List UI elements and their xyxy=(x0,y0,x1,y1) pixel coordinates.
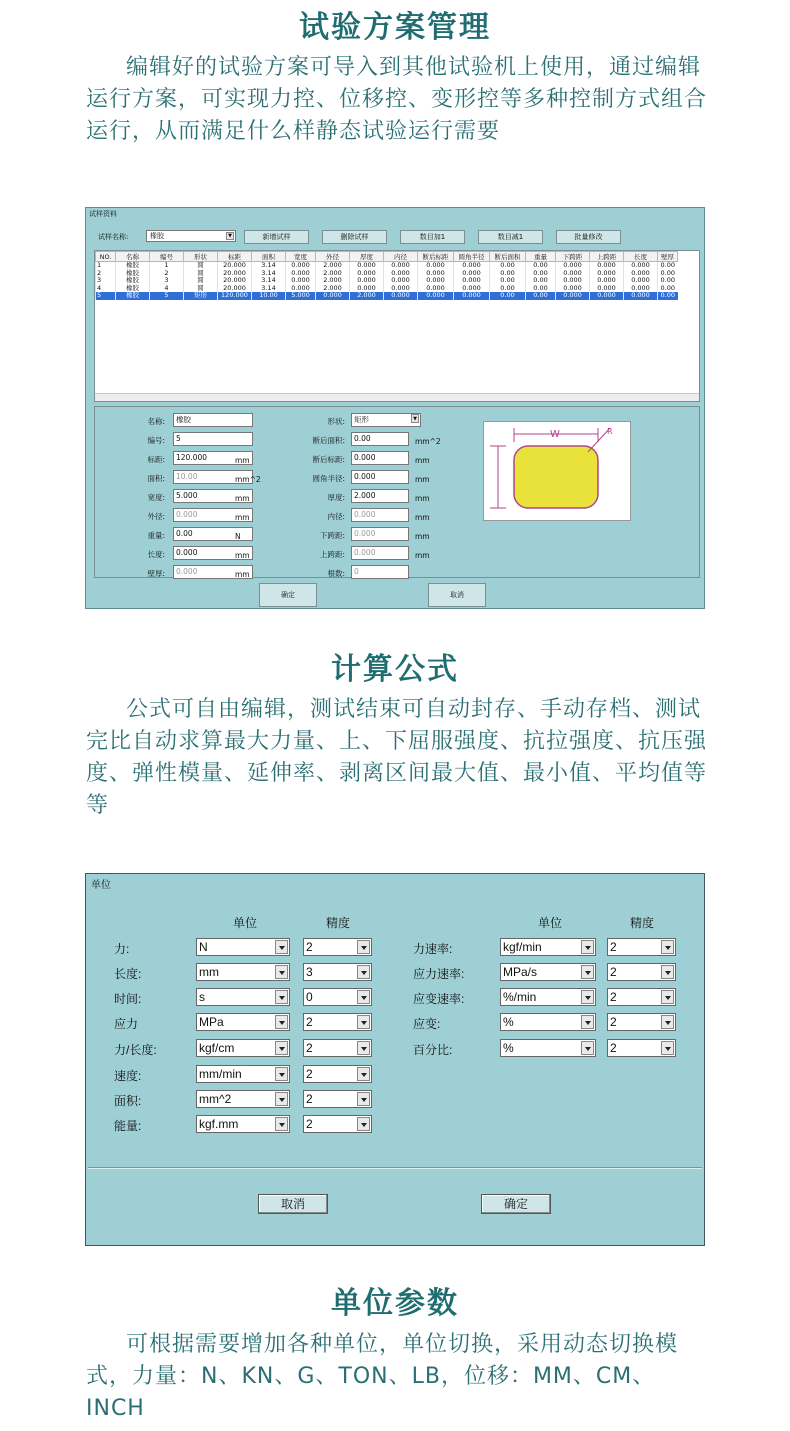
unit-value: mm/min xyxy=(199,1067,242,1081)
batch-edit-button[interactable]: 批量修改 xyxy=(556,230,621,244)
table-cell: 0.000 xyxy=(556,262,590,270)
field-label: 名称: xyxy=(147,417,165,426)
precision-value: 2 xyxy=(306,1041,313,1055)
unit-select[interactable] xyxy=(196,1065,290,1083)
field-label: 面积: xyxy=(147,474,165,483)
field-unit: mm xyxy=(235,456,250,465)
table-cell: 0.00 xyxy=(526,292,556,300)
specimen-table[interactable] xyxy=(94,250,700,402)
field-label: 宽度: xyxy=(147,493,165,502)
field-input: 0.000 xyxy=(351,546,409,560)
table-cell: 橡胶 xyxy=(116,277,150,285)
table-cell: 0.000 xyxy=(384,262,418,270)
specimen-window xyxy=(85,207,705,609)
table-cell: 0.000 xyxy=(418,277,454,285)
table-cell: 0.000 xyxy=(556,277,590,285)
unit-label: 力/长度: xyxy=(114,1043,157,1057)
table-cell: 0.000 xyxy=(384,292,418,300)
table-cell: 3.14 xyxy=(252,262,286,270)
width-label: W xyxy=(550,429,560,440)
column-header[interactable]: 名称 xyxy=(116,252,150,262)
unit-value: kgf/min xyxy=(503,940,542,954)
precision-select[interactable] xyxy=(607,988,676,1006)
field-label: 外径: xyxy=(147,512,165,521)
table-cell: 0.000 xyxy=(624,270,658,278)
unit-select[interactable] xyxy=(196,1090,290,1108)
chevron-down-icon[interactable] xyxy=(275,1092,288,1106)
chevron-down-icon[interactable] xyxy=(275,1067,288,1081)
table-cell: 0.000 xyxy=(454,262,490,270)
precision-select[interactable] xyxy=(607,963,676,981)
field-input: 0.000 xyxy=(351,508,409,522)
unit-value: mm xyxy=(199,965,219,979)
field-input[interactable]: 0.000 xyxy=(351,470,409,484)
column-header[interactable]: 标距 xyxy=(218,252,252,262)
table-cell: 0.000 xyxy=(384,270,418,278)
table-cell: 0.000 xyxy=(384,277,418,285)
specimen-form xyxy=(94,406,700,578)
column-header[interactable]: 内径 xyxy=(384,252,418,262)
chevron-down-icon[interactable] xyxy=(275,1041,288,1055)
field-label: 厚度: xyxy=(327,493,345,502)
chevron-down-icon[interactable] xyxy=(275,1117,288,1131)
shape-select[interactable]: 矩形 xyxy=(351,413,421,427)
section-title-units: 单位参数 xyxy=(331,1286,459,1321)
precision-select[interactable] xyxy=(303,988,372,1006)
field-input: 10.00 xyxy=(173,470,253,484)
unit-window-title: 单位 xyxy=(86,874,704,898)
table-cell: 0.000 xyxy=(590,262,624,270)
table-cell: 0.000 xyxy=(556,285,590,293)
unit-value: s xyxy=(199,990,205,1004)
table-cell: 圆 xyxy=(184,262,218,270)
table-cell: 0.000 xyxy=(454,292,490,300)
chevron-down-icon[interactable] xyxy=(275,965,288,979)
table-row[interactable] xyxy=(96,262,678,270)
table-cell: 0.000 xyxy=(556,270,590,278)
table-cell: 5 xyxy=(96,292,116,300)
unit-select[interactable] xyxy=(196,963,290,981)
unit-value: %/min xyxy=(503,990,537,1004)
precision-value: 2 xyxy=(610,965,617,979)
field-label: 形状: xyxy=(327,417,345,426)
unit-window xyxy=(85,873,705,1246)
unit-select[interactable] xyxy=(500,1039,596,1057)
chevron-down-icon[interactable] xyxy=(661,1015,674,1029)
field-label: 下跨距: xyxy=(319,531,345,540)
field-unit: mm xyxy=(415,532,430,541)
table-cell: 5 xyxy=(150,292,184,300)
specimen-window-title: 试样资料 xyxy=(86,208,704,220)
precision-select[interactable] xyxy=(303,1065,372,1083)
section-body-plan: 编辑好的试验方案可导入到其他试验机上使用，通过编辑运行方案，可实现力控、位移控、变形控等多种控制方式组合运行，从而满足什么样静态试验运行需要 xyxy=(86,55,708,144)
unit-select[interactable] xyxy=(196,1115,290,1133)
unit-select[interactable] xyxy=(500,963,596,981)
table-row[interactable] xyxy=(96,285,678,293)
field-input[interactable]: 120.000 xyxy=(173,451,253,465)
specimen-toolbar xyxy=(94,230,696,244)
cancel-button[interactable]: 取消 xyxy=(258,1194,328,1214)
table-cell: 0.00 xyxy=(658,285,678,293)
field-input[interactable]: 2.000 xyxy=(351,489,409,503)
field-input: 0.000 xyxy=(173,508,253,522)
table-cell: 20.000 xyxy=(218,270,252,278)
field-unit: mm xyxy=(235,513,250,522)
count-minus-button[interactable]: 数目减1 xyxy=(478,230,543,244)
table-cell: 0.000 xyxy=(590,277,624,285)
unit-label: 应力速率: xyxy=(413,967,465,981)
unit-value: MPa xyxy=(199,1015,224,1029)
section-body-formula: 公式可自由编辑，测试结束可自动封存、手动存档、测试完比自动求算最大力量、上、下屈服强度、抗拉强度、抗压强度、弹性模量、延伸率、剥离区间最大值、最小值、平均值等等 xyxy=(86,697,708,818)
field-unit: mm^2 xyxy=(415,437,441,446)
field-label: 标距: xyxy=(147,455,165,464)
field-unit: mm xyxy=(415,551,430,560)
column-header[interactable]: 下跨距 xyxy=(556,252,590,262)
precision-value: 2 xyxy=(610,1041,617,1055)
table-cell: 0.00 xyxy=(490,262,526,270)
table-cell: 0.000 xyxy=(316,292,350,300)
precision-value: 2 xyxy=(610,990,617,1004)
chevron-down-icon[interactable] xyxy=(581,990,594,1004)
table-cell: 0.00 xyxy=(526,277,556,285)
chevron-down-icon[interactable] xyxy=(357,940,370,954)
column-header[interactable]: 厚度 xyxy=(350,252,384,262)
field-label: 内径: xyxy=(327,512,345,521)
table-cell: 10.00 xyxy=(252,292,286,300)
table-cell: 0.00 xyxy=(658,262,678,270)
table-cell: 0.000 xyxy=(418,292,454,300)
table-cell: 0.000 xyxy=(454,285,490,293)
divider xyxy=(88,1167,702,1169)
table-cell: 0.000 xyxy=(624,262,658,270)
table-cell: 0.000 xyxy=(384,285,418,293)
delete-specimen-button[interactable]: 删除试样 xyxy=(322,230,387,244)
column-header[interactable]: 编号 xyxy=(150,252,184,262)
unit-value: N xyxy=(199,940,208,954)
table-cell: 圆 xyxy=(184,277,218,285)
table-cell: 圆 xyxy=(184,270,218,278)
table-cell: 3.14 xyxy=(252,277,286,285)
field-input[interactable]: 0.00 xyxy=(173,527,253,541)
chevron-down-icon[interactable]: ▼ xyxy=(411,414,419,423)
precision-select[interactable] xyxy=(607,1013,676,1031)
precision-value: 2 xyxy=(610,940,617,954)
chevron-down-icon[interactable] xyxy=(357,1015,370,1029)
table-cell: 0.000 xyxy=(350,270,384,278)
unit-value: kgf/cm xyxy=(199,1041,235,1055)
column-header[interactable]: 壁厚 xyxy=(658,252,678,262)
table-cell: 4 xyxy=(150,285,184,293)
field-label: 长度: xyxy=(147,550,165,559)
field-unit: mm xyxy=(415,513,430,522)
unit-value: % xyxy=(503,1041,514,1055)
field-input[interactable]: 橡胶 xyxy=(173,413,253,427)
field-label: 断后标距: xyxy=(312,455,345,464)
section-title-plan: 试验方案管理 xyxy=(299,10,491,45)
table-cell: 橡胶 xyxy=(116,262,150,270)
table-cell: 0.000 xyxy=(350,277,384,285)
table-cell: 0.00 xyxy=(526,285,556,293)
table-cell: 120.000 xyxy=(218,292,252,300)
unit-select[interactable] xyxy=(500,988,596,1006)
specimen-name-label: 试样名称: xyxy=(98,233,129,241)
unit-select[interactable] xyxy=(196,988,290,1006)
table-cell: 0.000 xyxy=(624,285,658,293)
table-cell: 橡胶 xyxy=(116,270,150,278)
chevron-down-icon[interactable] xyxy=(581,940,594,954)
specimen-shape-diagram xyxy=(483,421,631,521)
unit-label: 面积: xyxy=(114,1094,142,1108)
table-cell: 0.000 xyxy=(590,285,624,293)
precision-select[interactable] xyxy=(303,1039,372,1057)
field-unit: N xyxy=(235,532,241,541)
chevron-down-icon[interactable] xyxy=(275,990,288,1004)
precision-select[interactable] xyxy=(607,1039,676,1057)
precision-value: 2 xyxy=(306,1117,313,1131)
table-cell: 0.000 xyxy=(556,292,590,300)
column-header[interactable]: 长度 xyxy=(624,252,658,262)
chevron-down-icon[interactable] xyxy=(357,1067,370,1081)
table-cell: 2 xyxy=(96,270,116,278)
precision-select[interactable] xyxy=(303,1013,372,1031)
column-header[interactable]: 重量 xyxy=(526,252,556,262)
precision-value: 3 xyxy=(306,965,313,979)
unit-value: mm^2 xyxy=(199,1092,232,1106)
precision-value: 0 xyxy=(306,990,313,1004)
unit-value: MPa/s xyxy=(503,965,538,979)
table-cell: 0.000 xyxy=(454,277,490,285)
table-cell: 0.000 xyxy=(590,292,624,300)
table-cell: 5.000 xyxy=(286,292,316,300)
column-header[interactable]: 上跨距 xyxy=(590,252,624,262)
table-cell: 0.00 xyxy=(658,270,678,278)
table-cell: 橡胶 xyxy=(116,285,150,293)
field-unit: mm xyxy=(415,456,430,465)
unit-label: 应力 xyxy=(114,1017,139,1031)
table-cell: 0.00 xyxy=(658,277,678,285)
chevron-down-icon[interactable] xyxy=(661,990,674,1004)
unit-value: kgf.mm xyxy=(199,1117,239,1131)
field-input[interactable]: 0.000 xyxy=(351,451,409,465)
precision-value: 2 xyxy=(306,1067,313,1081)
table-cell: 0.00 xyxy=(658,292,678,300)
table-cell: 3 xyxy=(150,277,184,285)
table-cell: 0.000 xyxy=(454,270,490,278)
unit-label: 力: xyxy=(114,942,130,956)
chevron-down-icon[interactable] xyxy=(357,1041,370,1055)
table-cell: 0.00 xyxy=(526,270,556,278)
chevron-down-icon[interactable] xyxy=(275,1015,288,1029)
precision-select[interactable] xyxy=(303,938,372,956)
precision-select[interactable] xyxy=(303,1115,372,1133)
field-label: 上跨距: xyxy=(319,550,345,559)
table-cell: 3.14 xyxy=(252,285,286,293)
precision-value: 2 xyxy=(306,1092,313,1106)
table-cell: 2.000 xyxy=(316,277,350,285)
field-input[interactable]: 0.000 xyxy=(173,546,253,560)
table-cell: 0.000 xyxy=(590,270,624,278)
field-unit: mm xyxy=(415,475,430,484)
table-cell: 圆 xyxy=(184,285,218,293)
table-cell: 0.00 xyxy=(490,270,526,278)
table-cell: 橡胶 xyxy=(116,292,150,300)
unit-label: 百分比: xyxy=(413,1043,453,1057)
table-cell: 0.000 xyxy=(418,285,454,293)
table-cell: 0.000 xyxy=(418,262,454,270)
chevron-down-icon[interactable] xyxy=(661,940,674,954)
add-specimen-button[interactable]: 新增试样 xyxy=(244,230,309,244)
precision-select[interactable] xyxy=(607,938,676,956)
count-plus-button[interactable]: 数目加1 xyxy=(400,230,465,244)
unit-label: 力速率: xyxy=(413,942,453,956)
table-cell: 2.000 xyxy=(316,270,350,278)
table-cell: 0.000 xyxy=(286,262,316,270)
unit-column-header-left: 单位 xyxy=(233,916,258,930)
table-cell: 4 xyxy=(96,285,116,293)
field-label: 圆角半径: xyxy=(312,474,345,483)
field-label: 断后面积: xyxy=(312,436,345,445)
table-row[interactable] xyxy=(96,292,678,300)
field-input[interactable]: 0.00 xyxy=(351,432,409,446)
section-title-formula: 计算公式 xyxy=(331,652,459,687)
table-cell: 1 xyxy=(96,262,116,270)
field-unit: mm xyxy=(235,570,250,579)
unit-column-header-right: 单位 xyxy=(538,916,563,930)
specimen-name-value: 橡胶 xyxy=(150,232,164,240)
table-cell: 0.000 xyxy=(624,277,658,285)
unit-label: 速度: xyxy=(114,1069,142,1083)
table-cell: 0.000 xyxy=(418,270,454,278)
column-header[interactable]: 面积 xyxy=(252,252,286,262)
table-cell: 0.000 xyxy=(286,270,316,278)
chevron-down-icon[interactable] xyxy=(581,965,594,979)
chevron-down-icon[interactable] xyxy=(581,1041,594,1055)
field-unit: mm xyxy=(415,494,430,503)
table-cell: 矩形 xyxy=(184,292,218,300)
table-cell: 0.00 xyxy=(526,262,556,270)
precision-column-header-right: 精度 xyxy=(630,916,655,930)
table-cell: 2.000 xyxy=(316,285,350,293)
unit-select[interactable] xyxy=(196,1039,290,1057)
horizontal-scrollbar[interactable] xyxy=(95,393,699,401)
unit-label: 能量: xyxy=(114,1119,142,1133)
unit-select[interactable] xyxy=(500,1013,596,1031)
table-row[interactable] xyxy=(96,277,678,285)
precision-column-header-left: 精度 xyxy=(326,916,351,930)
table-cell: 20.000 xyxy=(218,285,252,293)
table-cell: 0.000 xyxy=(624,292,658,300)
field-label: 编号: xyxy=(147,436,165,445)
table-cell: 2 xyxy=(150,270,184,278)
field-label: 重量: xyxy=(147,531,165,540)
table-cell: 2.000 xyxy=(316,262,350,270)
table-cell: 0.00 xyxy=(490,285,526,293)
table-cell: 2.000 xyxy=(350,292,384,300)
column-header[interactable]: 外径 xyxy=(316,252,350,262)
field-unit: mm xyxy=(235,551,250,560)
column-header[interactable]: 形状 xyxy=(184,252,218,262)
table-cell: 20.000 xyxy=(218,277,252,285)
radius-label: R xyxy=(607,427,613,436)
chevron-down-icon[interactable] xyxy=(357,965,370,979)
section-body-units: 可根据需要增加各种单位，单位切换，采用动态切换模式，力量：N、KN、G、TON、LB，位移：MM、CM、INCH xyxy=(86,1332,679,1421)
specimen-name-select[interactable] xyxy=(146,230,236,242)
chevron-down-icon[interactable] xyxy=(357,1117,370,1131)
unit-select[interactable] xyxy=(196,938,290,956)
column-header[interactable]: 断后标距 xyxy=(418,252,454,262)
unit-label: 长度: xyxy=(114,967,142,981)
table-cell: 0.00 xyxy=(490,292,526,300)
field-unit: mm xyxy=(235,494,250,503)
table-cell: 3 xyxy=(96,277,116,285)
column-header[interactable]: 圆角半径 xyxy=(454,252,490,262)
table-cell: 0.000 xyxy=(350,262,384,270)
precision-value: 2 xyxy=(610,1015,617,1029)
field-label: 根数: xyxy=(327,569,345,578)
table-cell: 0.00 xyxy=(490,277,526,285)
chevron-down-icon[interactable] xyxy=(661,1041,674,1055)
column-header[interactable]: 宽度 xyxy=(286,252,316,262)
table-cell: 0.000 xyxy=(350,285,384,293)
chevron-down-icon[interactable] xyxy=(357,1092,370,1106)
table-cell: 3.14 xyxy=(252,270,286,278)
unit-select[interactable] xyxy=(500,938,596,956)
precision-value: 2 xyxy=(306,1015,313,1029)
chevron-down-icon[interactable]: ▼ xyxy=(226,232,234,240)
table-cell: 0.000 xyxy=(286,277,316,285)
field-unit: mm^2 xyxy=(235,475,261,484)
table-cell: 0.000 xyxy=(286,285,316,293)
field-input: 0.000 xyxy=(173,565,253,579)
chevron-down-icon[interactable] xyxy=(357,990,370,1004)
precision-value: 2 xyxy=(306,940,313,954)
unit-select[interactable] xyxy=(196,1013,290,1031)
table-row[interactable] xyxy=(96,270,678,278)
column-header[interactable]: NO. xyxy=(96,252,116,262)
field-input: 0.000 xyxy=(351,527,409,541)
unit-value: % xyxy=(503,1015,514,1029)
table-cell: 1 xyxy=(150,262,184,270)
unit-label: 时间: xyxy=(114,992,142,1006)
cancel-button[interactable]: 取消 xyxy=(428,583,486,607)
unit-label: 应变: xyxy=(413,1017,441,1031)
field-input[interactable]: 5 xyxy=(173,432,253,446)
chevron-down-icon[interactable] xyxy=(661,965,674,979)
field-input: 0 xyxy=(351,565,409,579)
unit-label: 应变速率: xyxy=(413,992,465,1006)
chevron-down-icon[interactable] xyxy=(581,1015,594,1029)
chevron-down-icon[interactable] xyxy=(275,940,288,954)
column-header[interactable]: 断后面积 xyxy=(490,252,526,262)
table-cell: 20.000 xyxy=(218,262,252,270)
field-label: 壁厚: xyxy=(147,569,165,578)
precision-select[interactable] xyxy=(303,1090,372,1108)
precision-select[interactable] xyxy=(303,963,372,981)
field-input[interactable]: 5.000 xyxy=(173,489,253,503)
confirm-button[interactable]: 确定 xyxy=(259,583,317,607)
confirm-button[interactable]: 确定 xyxy=(481,1194,551,1214)
